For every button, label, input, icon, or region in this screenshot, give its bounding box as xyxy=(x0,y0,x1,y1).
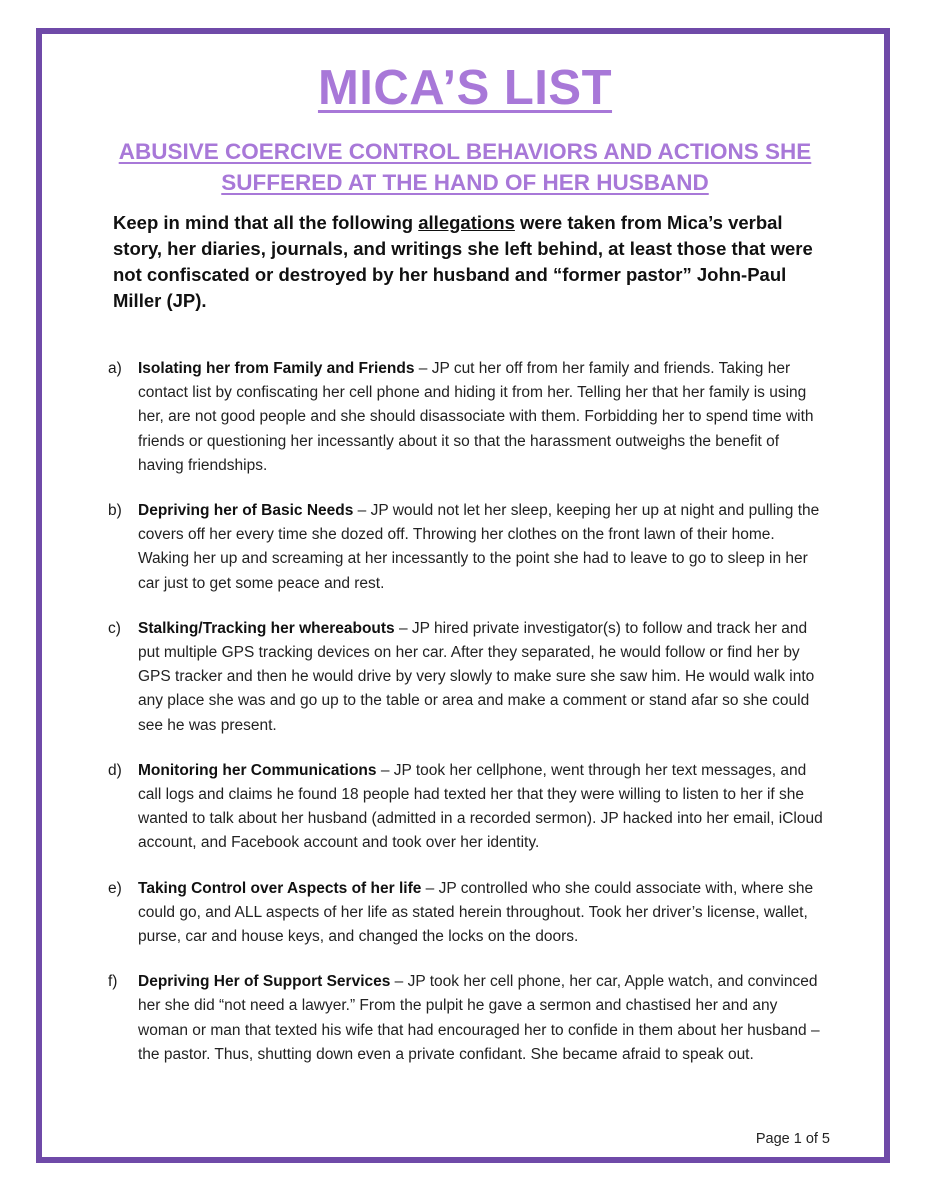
list-marker: f) xyxy=(108,973,118,991)
list-item xyxy=(108,357,828,478)
list-item-heading: Taking Control over Aspects of her life xyxy=(138,879,422,897)
intro-paragraph xyxy=(113,210,828,314)
intro-text-end: were taken from Mica’s verbal story, her diaries, journals, and writings she left behind, at least those that were not confiscated or destroyed by her husband and “former pastor” John-Paul Miller (JP). xyxy=(113,212,813,311)
list-marker: c) xyxy=(108,619,121,637)
list-item-text xyxy=(138,970,828,1067)
list-item-text xyxy=(138,759,828,856)
page-title: MICA’S LIST xyxy=(317,61,613,115)
list-item-body: – JP would not let her sleep, keeping her up at night and pulling the covers off her every time she dozed off. Throwing her clothes on the front lawn of their home. Waking her up and screaming at her incessantly to the point she had to leave to go to sleep in her car just to get some peace and rest. xyxy=(138,502,820,592)
list-item xyxy=(108,759,828,856)
list-item-body: – JP took her cellphone, went through her text messages, and call logs and claims he found 18 people had texted her that they were willing to listen to her if she wanted to talk about her husband (admitted in a recorded sermon). JP hacked into her email, iCloud account, and Facebook account and took over her identity. xyxy=(138,761,823,852)
list-item xyxy=(108,877,828,950)
list-item-body: – JP cut her off from her family and friends. Taking her contact list by confiscating her cell phone and hiding it from her. Telling her that her family is using her, are not good people and she should disassociate with them. Forbidding her to spend time with friends or questioning her incessantly about it so that the harassment outweighs the benefit of having friendships. xyxy=(138,360,814,474)
list-item-text xyxy=(138,357,828,478)
list-marker: a) xyxy=(108,360,122,377)
list-marker: d) xyxy=(108,761,122,779)
list-item-heading: Isolating her from Family and Friends xyxy=(138,360,415,377)
list-item-body: – JP took her cell phone, her car, Apple watch, and convinced her she did “not need a lawyer.” From the pulpit he gave a sermon and chastised her and any woman or man that texted his wife that had encouraged her to confide in them about her husband – the pastor. Thus, shutting down even a private confidant. She became afraid to speak out. xyxy=(138,973,820,1063)
list-item-heading: Stalking/Tracking her whereabouts xyxy=(138,619,395,637)
list-marker: e) xyxy=(108,879,122,897)
list-item-heading: Depriving Her of Support Services xyxy=(138,973,391,991)
list-item-text xyxy=(138,617,828,738)
list-item-heading: Monitoring her Communications xyxy=(138,761,377,779)
intro-underlined-word: allegations xyxy=(418,212,515,233)
allegations-list xyxy=(108,357,828,1088)
list-item-text xyxy=(138,877,828,950)
page-number: Page 1 of 5 xyxy=(755,1131,830,1147)
intro-text-start: Keep in mind that all the following xyxy=(113,212,419,233)
list-marker: b) xyxy=(108,502,122,520)
list-item-body: – JP controlled who she could associate with, where she could go, and ALL aspects of her life as stated herein throughout. Took her driver’s license, wallet, purse, car and house keys, and changed the locks on the doors. xyxy=(138,879,814,946)
list-item-heading: Depriving her of Basic Needs xyxy=(138,502,354,520)
list-item xyxy=(108,617,828,738)
list-item xyxy=(108,499,828,596)
list-item xyxy=(108,970,828,1067)
page-subtitle: ABUSIVE COERCIVE CONTROL BEHAVIORS AND ACTIONS SHE SUFFERED AT THE HAND OF HER HUSBAND xyxy=(118,139,812,195)
list-item-body: – JP hired private investigator(s) to follow and track her and put multiple GPS tracking devices on her car. After they separated, he would follow or find her by GPS tracker and then he would drive by very slowly to make sure she saw him. He would walk into any place she was and go up to the table or area and make a comment or stand afar so she could see he was present. xyxy=(138,619,815,734)
list-item-text xyxy=(138,499,828,596)
